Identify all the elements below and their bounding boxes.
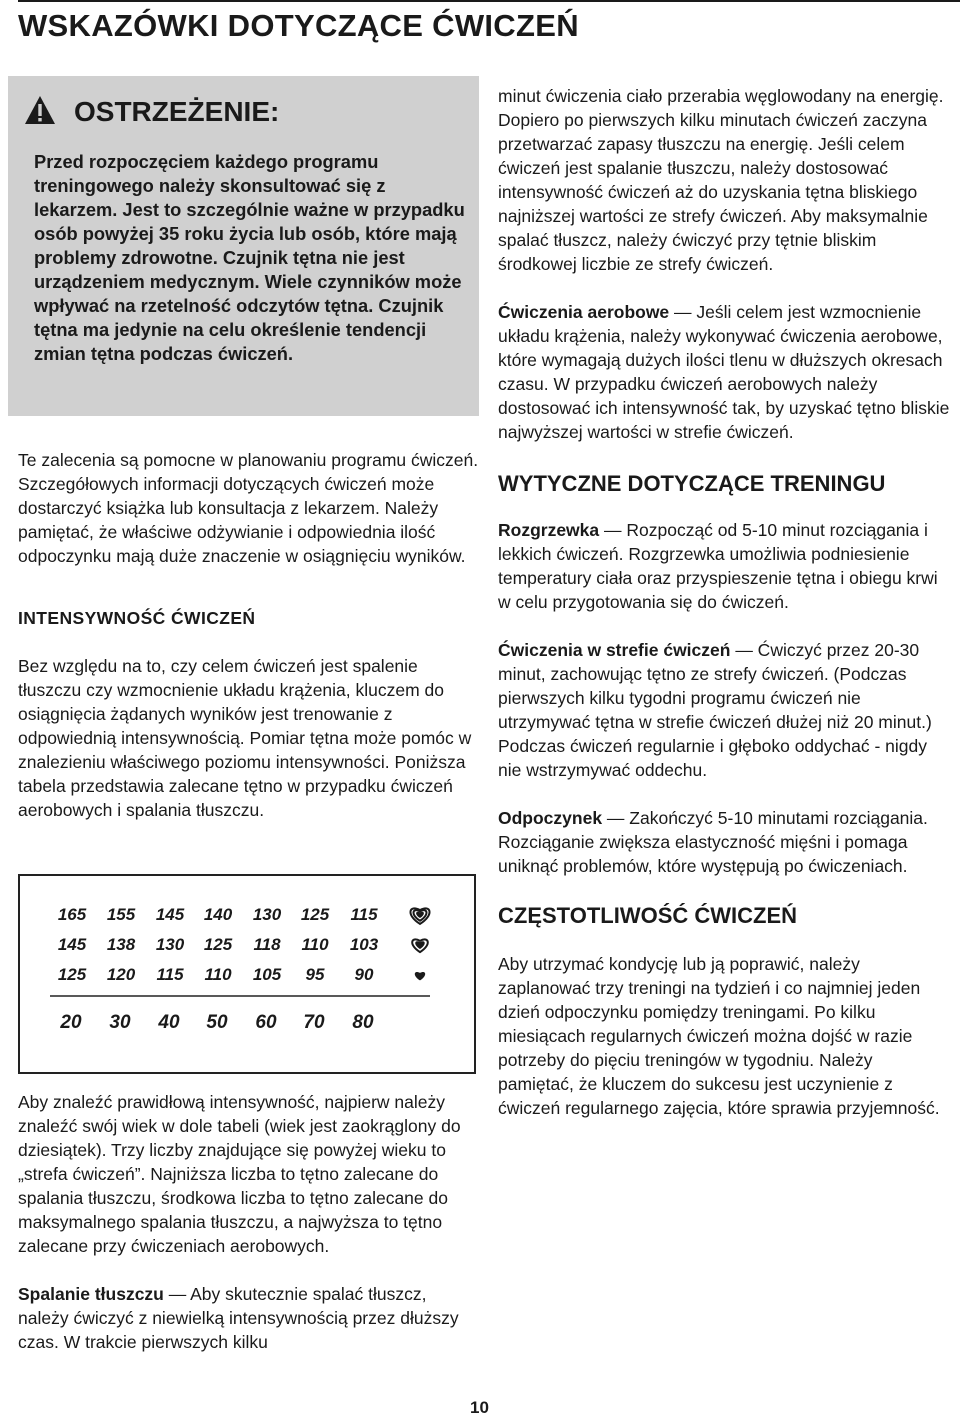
aerobic-text: — Jeśli celem jest wzmocnienie układu krążenia, należy wykonywać ćwiczenia aerobowe, które wymagają dużych ilości tlenu w dłuższych okresach czasu. W przypadku ćwiczeń aerobowych należy dostosować ich intensywność tak, by uzyskać tętno bliskie najwyższej wartości w strefie ćwiczeń. xyxy=(498,302,950,442)
heart-large-icon xyxy=(410,908,429,923)
table-cell: 95 xyxy=(305,965,325,984)
intensity-heading: INTENSYWNOŚĆ ĆWICZEŃ xyxy=(18,608,256,628)
table-cell: 110 xyxy=(204,965,232,984)
table-cell: 125 xyxy=(300,905,330,924)
left-column-lower xyxy=(18,1090,480,1354)
frequency-paragraph: Aby utrzymać kondycję lub ją poprawić, należy zaplanować trzy treningi na tydzień i co najmniej jeden dzień odpoczynku pomiędzy treningami. Po kilku miesiącach regularnych ćwiczeń można dojść w razie potrzeby do pięciu treningów w tygodniu. Należy pamiętać, że kluczem do sukcesu jest uczynienie z ćwiczeń regularnego zajęcia, które sprawia przyjemność. xyxy=(498,954,940,1118)
age-label: 30 xyxy=(109,1012,131,1033)
table-cell: 130 xyxy=(155,935,185,954)
age-label: 40 xyxy=(158,1012,180,1033)
page-number: 10 xyxy=(470,1398,489,1417)
page-title: WSKAZÓWKI DOTYCZĄCE ĆWICZEŃ xyxy=(18,8,579,43)
left-column xyxy=(18,448,480,822)
fat-burn-label: Spalanie tłuszczu xyxy=(18,1284,164,1304)
table-cell: 125 xyxy=(57,965,87,984)
age-label: 80 xyxy=(352,1012,374,1033)
age-label: 60 xyxy=(255,1012,277,1033)
age-label: 20 xyxy=(60,1012,82,1033)
heart-medium-icon xyxy=(412,939,428,952)
aerobic-paragraph xyxy=(498,300,953,444)
table-cell: 125 xyxy=(203,935,233,954)
aerobic-label: Ćwiczenia aerobowe xyxy=(498,302,670,322)
heart-rate-table-graphic xyxy=(20,876,474,1072)
warning-box xyxy=(8,76,479,416)
zone-text: — Ćwiczyć przez 20-30 minut, zachowując tętno ze strefy ćwiczeń. (Podczas pierwszych kilku tygodni programu ćwiczeń nie utrzymywać tętna w strefie ćwiczeń dłużej niż 20 minut.) Podczas ćwiczeń regularnie i głęboko oddychać - nigdy nie wstrzymywać oddechu. xyxy=(498,640,932,780)
warning-text: Przed rozpoczęciem każdego programu treningowego należy skonsultować się z lekarzem. Jest to szczególnie ważne w przypadku osób powyżej 35 roku życia lub osób, które mają problemy zdrowotne. Czujnik tętna nie jest urządzeniem medycznym. Wiele czynników może wpływać na rzetelność odczytów tętna. Czujnik tętna ma jedynie na celu określenie tendencji zmian tętna podczas ćwiczeń. xyxy=(34,151,465,364)
warmup-paragraph xyxy=(498,518,953,614)
warning-title: OSTRZEŻENIE: xyxy=(74,96,280,127)
table-cell: 115 xyxy=(350,905,378,924)
table-cell: 118 xyxy=(253,935,281,954)
table-cell: 165 xyxy=(57,905,87,924)
zone-paragraph xyxy=(498,638,953,782)
rest-label: Odpoczynek xyxy=(498,808,603,828)
warmup-label: Rozgrzewka xyxy=(498,520,600,540)
fat-burn-text: — Aby skutecznie spalać tłuszcz, należy ćwiczyć z niewielką intensywnością przez dłuższy czas. W trakcie pierwszych kilku xyxy=(18,1284,459,1352)
right-column xyxy=(498,84,953,1120)
table-cell: 103 xyxy=(349,935,379,954)
intensity-paragraph: Bez względu na to, czy celem ćwiczeń jest spalenie tłuszczu czy wzmocnienie układu krążenia, kluczem do osiągnięcia żądanych wyników jest trenowanie z odpowiednią intensywnością. Pomiar tętna może pomóc w znalezieniu właściwego poziomu intensywności. Poniższa tabela przedstawia zalecane tętno w przypadku ćwiczeń aerobowych i spalania tłuszczu. xyxy=(18,656,472,820)
continued-paragraph: minut ćwiczenia ciało przerabia węglowodany na energię. Dopiero po pierwszych kilku minutach ćwiczeń zaczyna przetwarzać zapasy tłuszczu na energię. Jeśli celem ćwiczeń jest spalanie tłuszczu, należy dostosować intensywność ćwiczeń aż do uzyskania tętna bliskiego najniższej wartości ze strefy ćwiczeń. Aby maksymalnie spalać tłuszcz, należy ćwiczyć przy tętnie bliskim środkowej liczbie ze strefy ćwiczeń. xyxy=(498,86,944,274)
age-label: 70 xyxy=(303,1012,325,1033)
table-cell: 115 xyxy=(156,965,184,984)
table-cell: 105 xyxy=(252,965,282,984)
zone-label: Ćwiczenia w strefie ćwiczeń xyxy=(498,640,731,660)
table-cell: 155 xyxy=(106,905,136,924)
intro-paragraph: Te zalecenia są pomocne w planowaniu programu ćwiczeń. Szczegółowych informacji dotyczących ćwiczeń może dostarczyć książka lub konsultacja z lekarzem. Należy pamiętać, że właściwe odżywianie i odpowiednia ilość odpoczynku mają duże znaczenie w osiągnięciu wyników. xyxy=(18,450,479,566)
table-cell: 120 xyxy=(106,965,136,984)
warning-header xyxy=(24,86,465,138)
table-cell: 130 xyxy=(252,905,282,924)
heart-small-icon xyxy=(415,972,425,980)
fat-burn-paragraph xyxy=(18,1282,480,1354)
table-cell: 145 xyxy=(57,935,87,954)
frequency-heading: CZĘSTOTLIWOŚĆ ĆWICZEŃ xyxy=(498,903,798,928)
table-cell: 110 xyxy=(301,935,329,954)
rest-text: — Zakończyć 5-10 minutami rozciągania. Rozciąganie zwiększa elastyczność mięśni i pomaga uniknąć problemów, które występują po ćwiczeniach. xyxy=(498,808,928,876)
warmup-text: — Rozpocząć od 5-10 minut rozciągania i lekkich ćwiczeń. Rozgrzewka umożliwia podniesienie temperatury ciała oraz przyspieszenie tętna i obiegu krwi w celu przygotowania się do ćwiczeń. xyxy=(498,520,938,612)
table-cell: 145 xyxy=(155,905,185,924)
table-cell: 90 xyxy=(354,965,374,984)
table-cell: 138 xyxy=(106,935,136,954)
training-heading: WYTYCZNE DOTYCZĄCE TRENINGU xyxy=(498,471,886,496)
heart-rate-table xyxy=(18,874,476,1074)
find-intensity-paragraph: Aby znaleźć prawidłową intensywność, najpierw należy znaleźć swój wiek w dole tabeli (wiek jest zaokrąglony do dziesiątek). Trzy liczby znajdujące się powyżej wieku to „strefa ćwiczeń”. Najniższa liczba to tętno zalecane do spalania tłuszczu, środkowa liczba to tętno zalecane do maksymalnego spalania tłuszczu, a najwyższa to tętno zalecane przy ćwiczeniach aerobowych. xyxy=(18,1092,461,1256)
table-cell: 140 xyxy=(203,905,233,924)
rest-paragraph xyxy=(498,806,953,878)
top-rule xyxy=(18,0,960,2)
age-label: 50 xyxy=(206,1012,228,1033)
warning-triangle-icon xyxy=(24,95,56,130)
